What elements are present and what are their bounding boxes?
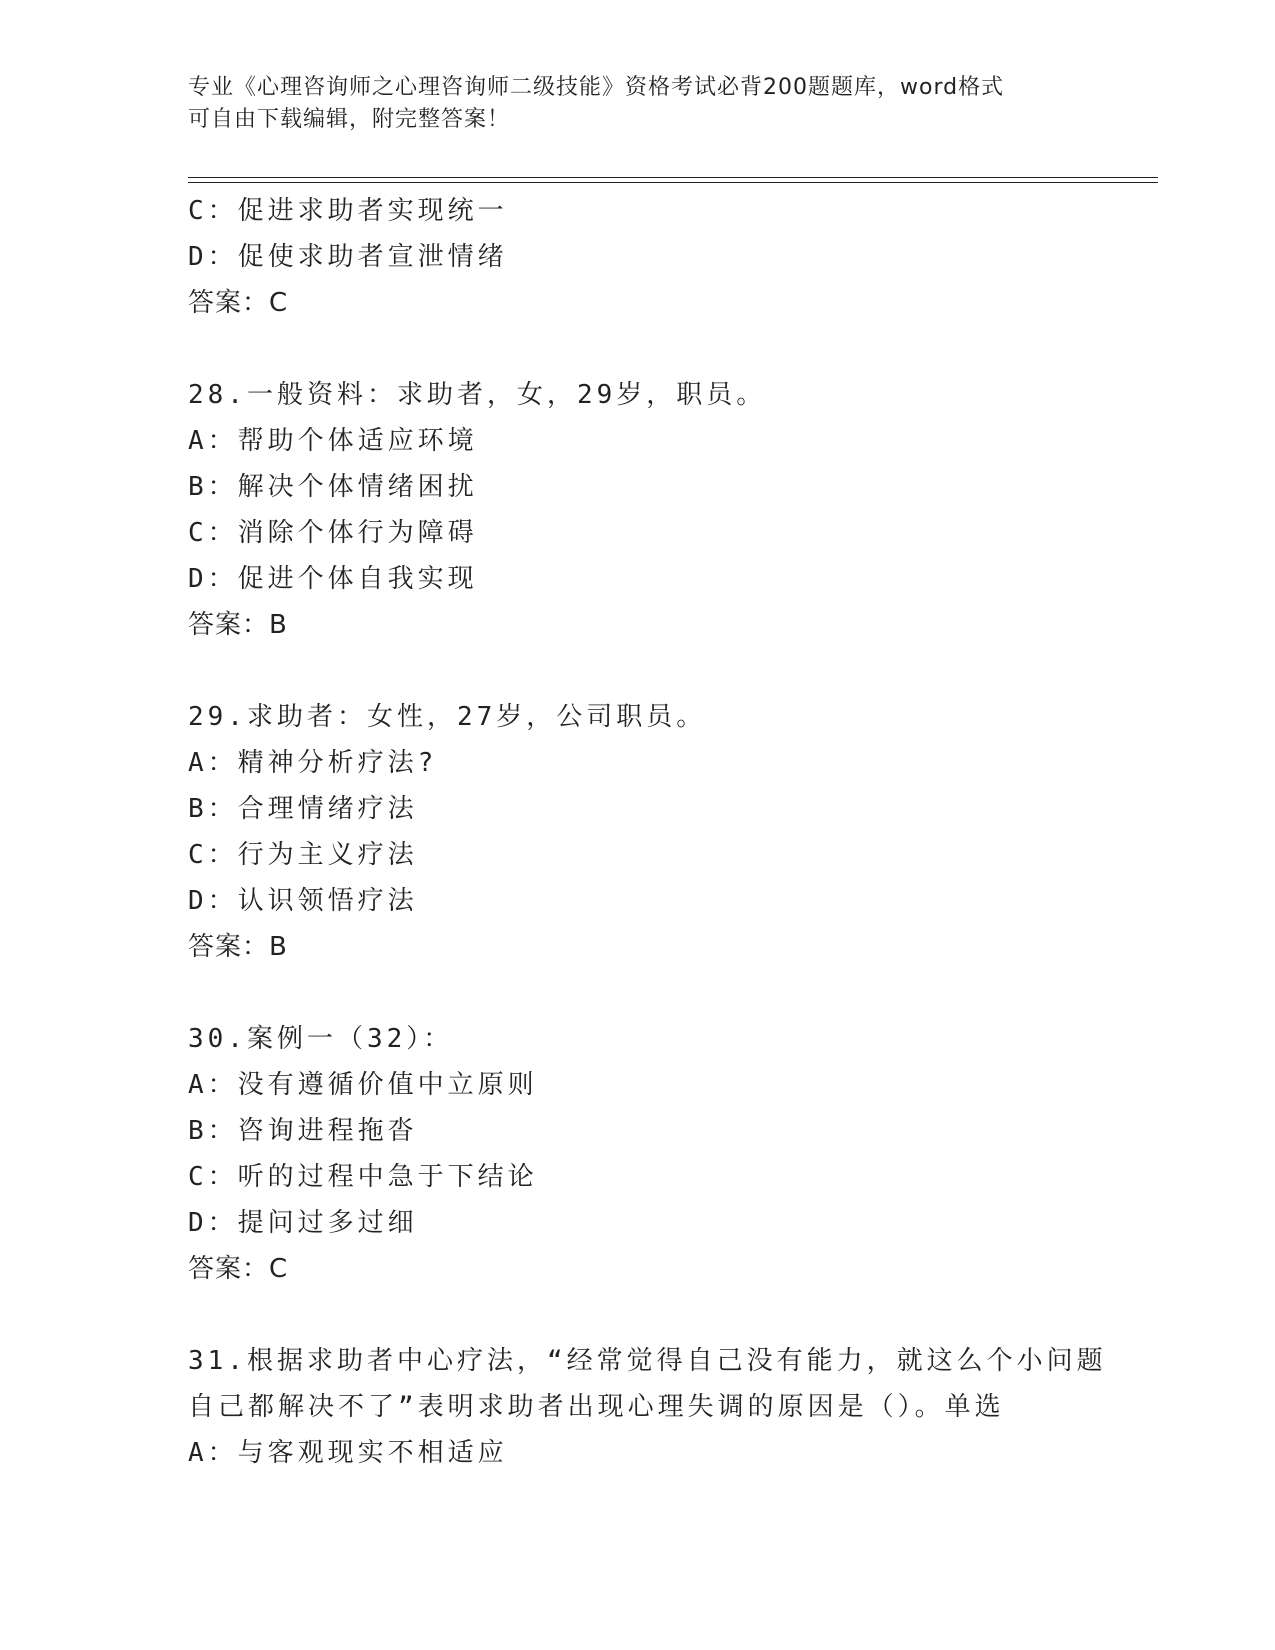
option-a: A：与客观现实不相适应	[188, 1438, 508, 1468]
document-header	[188, 72, 1088, 136]
header-line-1: 专业《心理咨询师之心理咨询师二级技能》资格考试必背200题题库，word格式	[188, 75, 1005, 100]
question-stem-line-1: 31.根据求助者中心疗法，“经常觉得自己没有能力，就这么个小问题	[188, 1346, 1107, 1376]
option-b: B：合理情绪疗法	[188, 794, 418, 824]
option-b: B：咨询进程拖沓	[188, 1116, 418, 1146]
header-line-2: 可自由下载编辑，附完整答案！	[188, 107, 511, 132]
question-block-30	[188, 1016, 1088, 1292]
answer: 答案：B	[188, 610, 288, 640]
option-c: C：听的过程中急于下结论	[188, 1162, 538, 1192]
answer: 答案：B	[188, 932, 288, 962]
question-block-28	[188, 372, 1088, 648]
answer: 答案：C	[188, 288, 289, 318]
option-d: D：促进个体自我实现	[188, 564, 478, 594]
spacer	[188, 648, 1088, 694]
option-c: C：促进求助者实现统一	[188, 196, 508, 226]
option-a: A：精神分析疗法?	[188, 748, 438, 778]
question-list	[188, 188, 1107, 1476]
header-divider-bottom	[188, 182, 1158, 183]
option-a: A：帮助个体适应环境	[188, 426, 478, 456]
option-a: A：没有遵循价值中立原则	[188, 1070, 538, 1100]
question-stem: 28.一般资料：求助者，女，29岁，职员。	[188, 380, 767, 410]
option-c: C：行为主义疗法	[188, 840, 418, 870]
spacer	[188, 970, 1088, 1016]
question-stem: 30.案例一（32）：	[188, 1024, 454, 1054]
question-stem: 29.求助者：女性，27岁，公司职员。	[188, 702, 707, 732]
answer: 答案：C	[188, 1254, 289, 1284]
option-d: D：促使求助者宣泄情绪	[188, 242, 508, 272]
question-block-31	[188, 1338, 1107, 1476]
question-block-27	[188, 188, 1088, 326]
option-d: D：认识领悟疗法	[188, 886, 418, 916]
question-block-29	[188, 694, 1088, 970]
option-d: D：提问过多过细	[188, 1208, 418, 1238]
option-b: B：解决个体情绪困扰	[188, 472, 478, 502]
header-divider-top	[188, 177, 1158, 178]
spacer	[188, 1292, 1088, 1338]
spacer	[188, 326, 1088, 372]
question-stem-line-2: 自己都解决不了”表明求助者出现心理失调的原因是（）。单选	[188, 1392, 1005, 1422]
option-c: C：消除个体行为障碍	[188, 518, 478, 548]
